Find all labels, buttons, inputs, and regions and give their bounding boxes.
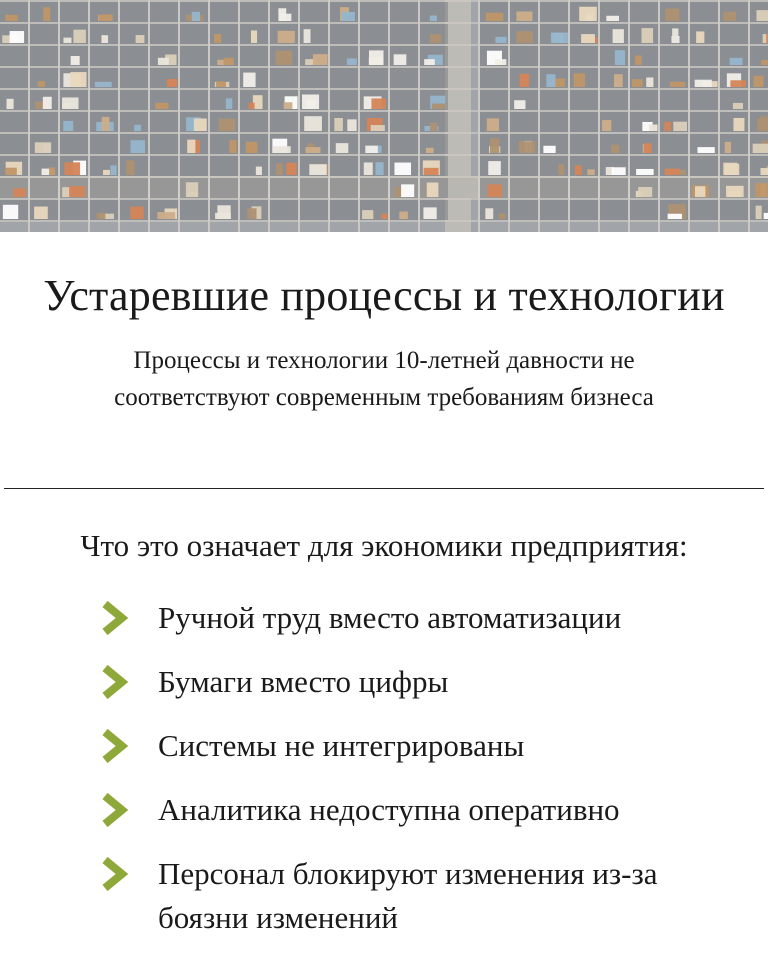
chevron-right-icon [100, 600, 130, 636]
chevron-right-icon [100, 728, 130, 764]
list-item [100, 788, 740, 832]
list-item-text: Бумаги вместо цифры [158, 664, 449, 699]
chevron-right-icon [100, 664, 130, 700]
list-item-text: Аналитика недоступна оперативно [158, 792, 620, 827]
list-item-text: Персонал блокируют изменения из-за боязни изменений [158, 856, 658, 935]
list-item [100, 660, 740, 704]
warehouse-hero-image [0, 0, 768, 232]
bullet-list [100, 596, 740, 960]
list-item [100, 724, 740, 768]
page-title: Устаревшие процессы и технологии [43, 271, 725, 320]
list-item-text: Ручной труд вместо автоматизации [158, 600, 622, 635]
page-subtitle: Процессы и технологии 10-летней давности не соответствуют современным требованиям бизнеса [114, 347, 654, 411]
list-item [100, 852, 740, 940]
chevron-right-icon [100, 792, 130, 828]
section-question: Что это означает для экономики предприятия: [80, 528, 688, 563]
list-item-text: Системы не интегрированы [158, 728, 525, 763]
divider [4, 488, 764, 489]
list-item [100, 596, 740, 640]
warehouse-shelves-image [0, 0, 768, 232]
chevron-right-icon [100, 856, 130, 892]
